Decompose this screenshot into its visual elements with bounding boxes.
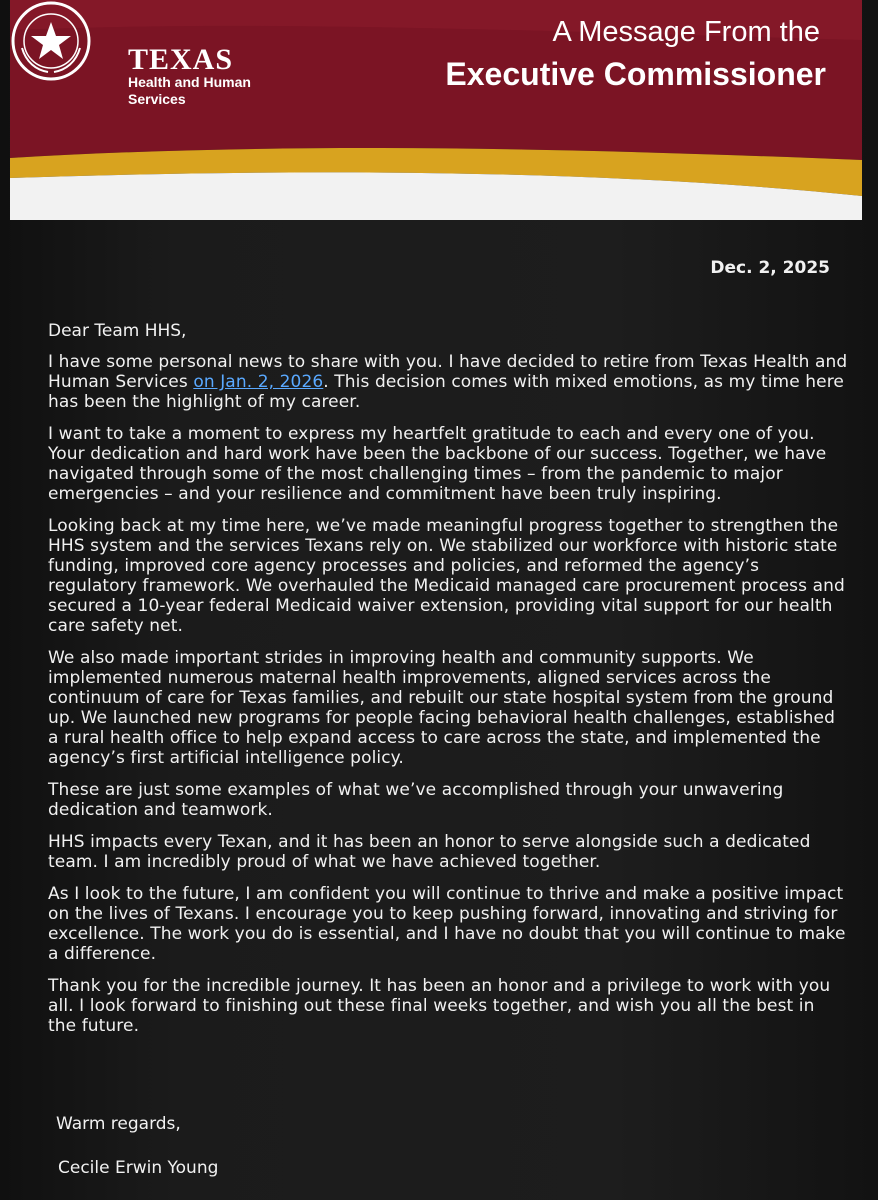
paragraph-1 bbox=[48, 352, 848, 412]
paragraph-1-text-b: . This decision comes with mixed emotions, as my time here has been the highlight of my career. bbox=[48, 372, 844, 412]
paragraph-6: HHS impacts every Texan, and it has been an honor to serve alongside such a dedicated team. I am incredibly proud of what we have achieved together. bbox=[48, 832, 811, 872]
letterhead-banner bbox=[10, 0, 862, 220]
paragraph-5: These are just some examples of what we’ve accomplished through your unwavering dedication and teamwork. bbox=[48, 780, 784, 820]
banner-title-line1: A Message From the bbox=[552, 16, 820, 48]
retirement-date-link[interactable]: on Jan. 2, 2026 bbox=[193, 372, 324, 392]
closing: Warm regards, bbox=[56, 1114, 181, 1134]
logo-subtitle-line1: Health and Human bbox=[128, 74, 251, 90]
paragraph-1-text-a: I have some personal news to share with you. I have decided to retire from Texas Health and Human Services bbox=[48, 352, 848, 392]
agency-logo-text bbox=[128, 43, 251, 108]
paragraph-3: Looking back at my time here, we’ve made meaningful progress together to strengthen the HHS system and the services Texans rely on. We stabilized our workforce with historic state funding, improved core agency processes and policies, and reformed the agency’s regulatory framework. We overhauled the Medicaid managed care procurement process and secured a 10-year federal Medicaid waiver extension, providing vital support for our health care safety net. bbox=[48, 516, 845, 636]
banner-title-line2: Executive Commissioner bbox=[445, 56, 826, 92]
paragraph-8: Thank you for the incredible journey. It has been an honor and a privilege to work with you all. I look forward to finishing out these final weeks together, and wish you all the best in the future. bbox=[48, 976, 831, 1036]
letter-date: Dec. 2, 2025 bbox=[710, 258, 830, 278]
salutation: Dear Team HHS, bbox=[48, 321, 187, 341]
signature-name: Cecile Erwin Young bbox=[58, 1158, 219, 1178]
paragraph-7: As I look to the future, I am confident you will continue to thrive and make a positive impact on the lives of Texans. I encourage you to keep pushing forward, innovating and striving for excellence. The work you do is essential, and I have no doubt that you will continue to make a difference. bbox=[48, 884, 846, 964]
paragraph-2: I want to take a moment to express my heartfelt gratitude to each and every one of you. Your dedication and hard work have been the backbone of our success. Together, we have navigated through some of the most challenging times – from the pandemic to major emergencies – and your resilience and commitment have been truly inspiring. bbox=[48, 424, 827, 504]
logo-title: TEXAS bbox=[128, 43, 234, 76]
logo-subtitle-line2: Services bbox=[128, 91, 186, 107]
letter-body bbox=[48, 352, 848, 1048]
paragraph-4: We also made important strides in improving health and community supports. We implemented numerous maternal health improvements, aligned services across the continuum of care for Texas families, and rebuilt our state hospital system from the ground up. We launched new programs for people facing behavioral health challenges, established a rural health office to help expand access to care across the state, and implemented the agency’s first artificial intelligence policy. bbox=[48, 648, 835, 768]
texas-seal-icon bbox=[10, 0, 92, 82]
